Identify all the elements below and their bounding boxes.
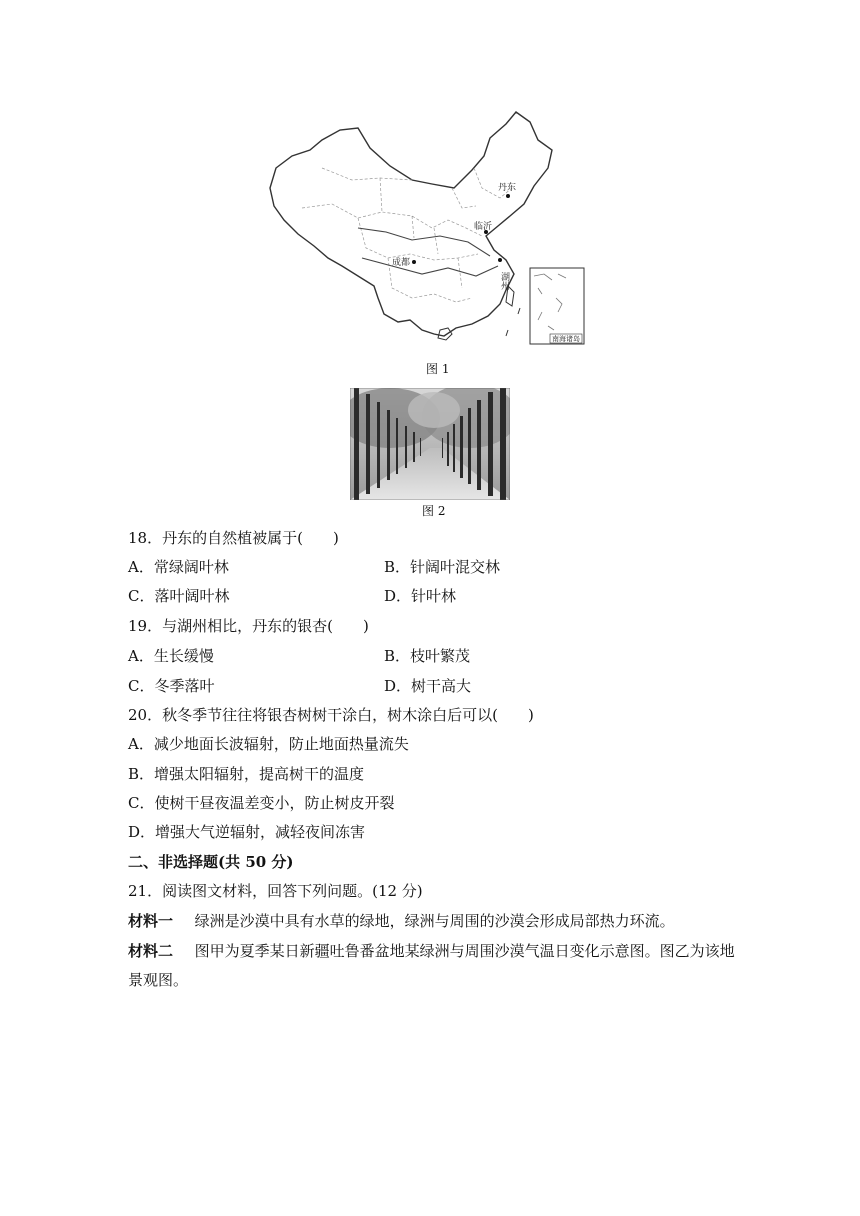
huzhou-marker bbox=[498, 258, 502, 262]
material-2-label: 材料二 bbox=[128, 942, 174, 960]
ginkgo-avenue-photo bbox=[350, 388, 510, 500]
china-map-figure bbox=[262, 108, 592, 348]
q18-option-c: C．落叶阔叶林 bbox=[128, 587, 230, 605]
material-1 bbox=[128, 911, 675, 931]
river-lines bbox=[358, 228, 498, 276]
material-2 bbox=[128, 941, 735, 961]
city-label-linyi: 临沂 bbox=[474, 222, 493, 232]
q19-option-c: C．冬季落叶 bbox=[128, 677, 215, 695]
city-label-dandong: 丹东 bbox=[498, 183, 517, 193]
q20-option-a: A．减少地面长波辐射，防止地面热量流失 bbox=[128, 735, 409, 753]
question-18-stem: 18．丹东的自然植被属于( ) bbox=[128, 529, 339, 547]
material-2-text-line2: 景观图。 bbox=[128, 971, 189, 989]
china-outline bbox=[270, 112, 552, 336]
q18-option-b: B．针阔叶混交林 bbox=[384, 558, 501, 576]
q18-option-a: A．常绿阔叶林 bbox=[128, 558, 229, 576]
city-label-huzhou: 湖州 bbox=[499, 272, 509, 290]
material-2-text-line1: 图甲为夏季某日新疆吐鲁番盆地某绿洲与周围沙漠气温日变化示意图。图乙为该地 bbox=[194, 942, 735, 960]
hainan-island bbox=[438, 328, 452, 340]
material-1-text: 绿洲是沙漠中具有水草的绿地，绿洲与周围的沙漠会形成局部热力环流。 bbox=[194, 912, 675, 930]
q18-option-d: D．针叶林 bbox=[384, 587, 457, 605]
figure1-caption: 图 1 bbox=[426, 362, 450, 376]
question-21-stem: 21．阅读图文材料，回答下列问题。(12 分) bbox=[128, 882, 423, 900]
q20-option-c: C．使树干昼夜温差变小，防止树皮开裂 bbox=[128, 794, 395, 812]
section-2-title: 二、非选择题(共 50 分) bbox=[128, 853, 294, 871]
chengdu-marker bbox=[412, 260, 416, 264]
material-1-label: 材料一 bbox=[128, 912, 174, 930]
question-20-stem: 20．秋冬季节往往将银杏树树干涂白，树木涂白后可以( ) bbox=[128, 706, 534, 724]
q19-option-a: A．生长缓慢 bbox=[128, 647, 214, 665]
q20-option-b: B．增强太阳辐射，提高树干的温度 bbox=[128, 765, 365, 783]
q19-option-d: D．树干高大 bbox=[384, 677, 472, 695]
svg-text:南海诸岛: 南海诸岛 bbox=[552, 335, 580, 343]
dandong-marker bbox=[506, 194, 510, 198]
question-19-stem: 19．与湖州相比，丹东的银杏( ) bbox=[128, 617, 369, 635]
city-label-chengdu: 成都 bbox=[392, 258, 411, 268]
figure2-caption: 图 2 bbox=[422, 504, 446, 518]
south-china-sea-inset bbox=[530, 268, 584, 344]
province-boundaries bbox=[302, 168, 512, 302]
q20-option-d: D．增强大气逆辐射，减轻夜间冻害 bbox=[128, 823, 366, 841]
q19-option-b: B．枝叶繁茂 bbox=[384, 647, 471, 665]
